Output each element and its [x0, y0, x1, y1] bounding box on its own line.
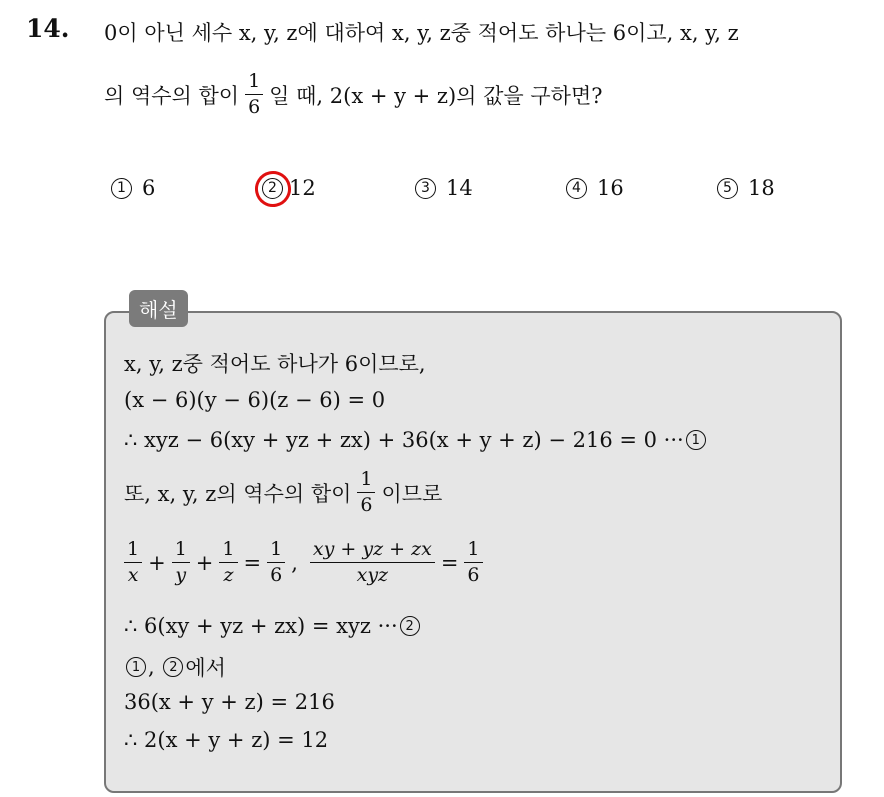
solution-line-7: 1 , 2 에서	[124, 652, 226, 682]
choice-number-3: 3	[415, 178, 436, 199]
solution-line-9: ∴ 2(x + y + z) = 12	[124, 728, 329, 752]
solution-line-4-pre: 또, x, y, z의 역수의 합이	[124, 481, 352, 506]
fraction-denominator: y	[175, 564, 187, 586]
fraction-numerator: 1	[127, 538, 140, 560]
choice-4[interactable]	[566, 176, 624, 200]
red-circle-mark-icon	[252, 167, 295, 210]
question-line-2-pre: 의 역수의 합이	[104, 83, 240, 108]
question-line-2-post: 일 때, 2(x + y + z)의 값을 구하면?	[269, 83, 603, 108]
solution-line-2: (x − 6)(y − 6)(z − 6) = 0	[124, 388, 386, 412]
solution-line-1: x, y, z중 적어도 하나가 6이므로,	[124, 352, 426, 376]
fraction-denominator: x	[127, 564, 139, 586]
solution-line-4-post: 이므로	[381, 481, 443, 506]
fraction-numerator: 1	[270, 538, 283, 560]
ref-mark-1b: 1	[126, 657, 146, 677]
choice-number-5: 5	[717, 178, 738, 199]
fraction-1-over-y	[172, 540, 190, 585]
choice-3[interactable]	[415, 176, 473, 200]
fraction-1-over-z	[219, 540, 237, 585]
fraction-denominator: z	[223, 564, 234, 586]
choice-value-5: 18	[748, 176, 775, 200]
choice-2[interactable]	[262, 176, 316, 200]
solution-line-3	[124, 428, 708, 452]
fraction-1-over-6-b	[464, 540, 482, 585]
choice-number-2: 2	[262, 178, 283, 199]
solution-line-6	[124, 614, 422, 638]
choice-value-1: 6	[142, 176, 156, 200]
ref-mark-1: 1	[686, 430, 706, 450]
solution-line-5: $\frac{1}{x}$ + $\frac{1}{y}$ + $\frac{1}{z}$ = $\frac{1}{6}$ , $\frac{xy + yz + zx}{\text{xyz}}$ = $\frac{1}{6}$	[124, 540, 489, 585]
fraction-denominator: 6	[248, 96, 261, 118]
choice-1[interactable]	[111, 176, 155, 200]
question-number: 14.	[26, 14, 70, 43]
solution-line-4	[124, 470, 442, 515]
solution-line-8: 36(x + y + z) = 216	[124, 690, 335, 714]
fraction-numerator: 1	[248, 70, 261, 92]
question-line-2	[104, 72, 603, 117]
ref-mark-2: 2	[400, 616, 420, 636]
fraction-numerator: 1	[467, 538, 480, 560]
fraction-denominator: 6	[467, 564, 480, 586]
fraction-numerator: 1	[360, 468, 373, 490]
answer-choices	[0, 176, 884, 206]
fraction-one-sixth-solution	[357, 470, 375, 515]
ref-mark-2b: 2	[163, 657, 183, 677]
choice-5[interactable]	[717, 176, 775, 200]
choice-value-3: 14	[446, 176, 473, 200]
choice-value-4: 16	[597, 176, 624, 200]
choice-value-2: 12	[289, 176, 316, 200]
question-line-1: 0이 아닌 세수 x, y, z에 대하여 x, y, z중 적어도 하나는 6이고, x, y, z	[104, 21, 739, 45]
fraction-numerator: xy + yz + zx	[312, 538, 432, 560]
solution-line-3-text: ∴ xyz − 6(xy + yz + zx) + 36(x + y + z) − 216 = 0 ···	[124, 428, 684, 452]
fraction-denominator: 6	[270, 564, 283, 586]
solution-title-tag: 해설	[129, 290, 188, 327]
choice-number-4: 4	[566, 178, 587, 199]
solution-line-7-post: 에서	[185, 656, 226, 680]
fraction-denominator: 6	[360, 494, 373, 516]
fraction-1-over-6-a	[267, 540, 285, 585]
choice-number-1: 1	[111, 178, 132, 199]
fraction-numerator: 1	[174, 538, 187, 560]
fraction-one-sixth	[245, 72, 263, 117]
fraction-1-over-x	[124, 540, 142, 585]
fraction-sum-over-xyz	[310, 540, 435, 585]
fraction-numerator: 1	[222, 538, 235, 560]
solution-line-6-text: ∴ 6(xy + yz + zx) = xyz ···	[124, 614, 398, 638]
fraction-denominator: xyz	[356, 564, 389, 586]
